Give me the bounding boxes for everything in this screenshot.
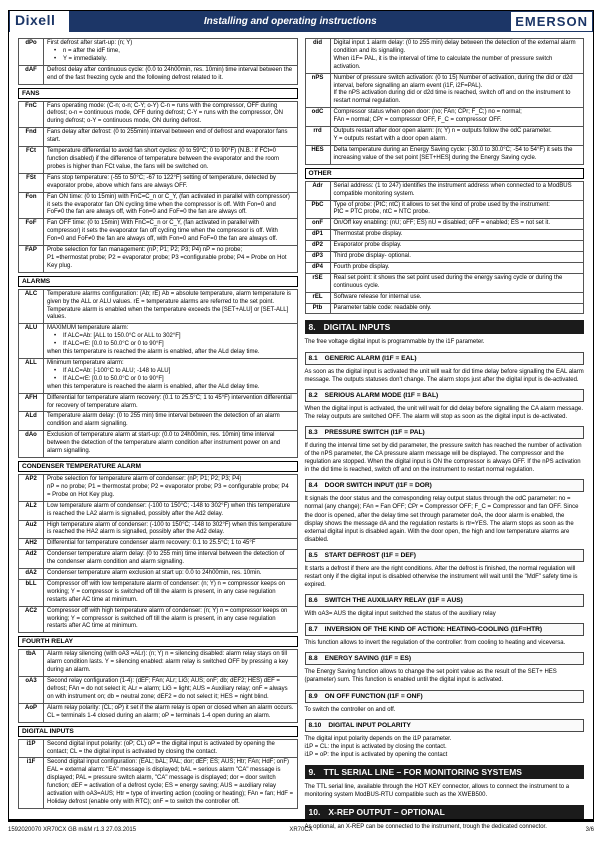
paragraph-line: The free voltage digital input is programmable by the i1F parameter.: [304, 339, 485, 346]
param-desc-line: Alarm relay silencing (with oA3 =ALr): (n; Y) n = silencing disabled: alarm relay stays on till alarm condition lasts. Y = silencing enabled: alarm relay is switched OFF by pressing a key during an alarm.: [47, 651, 289, 674]
param-desc-line: Temperature alarm delay: (0 to 255 min) time interval between the detection of an alarm condition and alarm signalling.: [47, 413, 280, 428]
param-desc: [44, 703, 298, 722]
param-desc-line: Fourth probe display.: [333, 263, 390, 270]
param-desc-line: • n = after the idF time,: [47, 48, 294, 56]
param-desc: [330, 241, 584, 252]
param-desc-line: Number of pressure switch activation: (0 to 15) Number of activation, during the did or d2d interval, before signalling an alarm event (i1F, i2F=PAL).: [333, 74, 573, 89]
param-desc: [44, 219, 298, 246]
param-table: [305, 181, 585, 315]
section-label: TTL SERIAL LINE – FOR MONITORING SYSTEMS: [323, 766, 522, 777]
section-label: ENERGY SAVING (I1F = ES): [324, 655, 412, 663]
section-number: 8.8: [308, 655, 318, 663]
paragraph: [305, 338, 585, 346]
paragraph: [305, 639, 585, 647]
section-label: DOOR SWITCH INPUT (I1F = DOR): [324, 482, 432, 490]
param-code: rEL: [305, 292, 330, 303]
param-desc: [44, 431, 298, 458]
table-row: [19, 359, 298, 394]
paragraph: [305, 495, 585, 544]
param-code: nPS: [305, 73, 330, 108]
section-number: 8.5: [308, 551, 318, 559]
table-row: [19, 474, 298, 501]
param-desc: [44, 393, 298, 412]
param-desc-line: Condenser temperature alarm exclusion at start up: 0.0 to 24h00min, res. 10min.: [47, 570, 262, 577]
paragraph: [305, 706, 585, 714]
param-desc-line: • If ALC=Ab: [-100°C to ALU; -148 to ALU]: [47, 368, 294, 376]
param-table: [18, 649, 298, 722]
table-row: [19, 324, 298, 359]
param-code: FSt: [19, 173, 44, 192]
param-desc: [330, 292, 584, 303]
section-label: START DEFROST (I1F = DEF): [324, 551, 416, 559]
param-desc-line: • If ALC=rE: [0.0 to 50.0°C or 0 to 90°F]: [47, 376, 294, 384]
subsection-header: [305, 719, 585, 732]
param-code: Fnd: [19, 128, 44, 147]
param-code: Ad2: [19, 550, 44, 569]
param-code: ALL: [19, 359, 44, 394]
param-code: oA3: [19, 677, 44, 704]
paragraph-line: As optional, an X-REP can be connected to the instrument, trough the dedicated connector.: [304, 824, 547, 831]
section-number: 8.6: [308, 597, 318, 605]
param-code: AL2: [19, 501, 44, 520]
param-desc: [44, 65, 298, 84]
param-desc: [44, 101, 298, 128]
param-desc: [44, 324, 298, 359]
param-desc-line: Condenser temperature alarm delay: (0 to 255 min) time interval between the detection of the condenser alarm condition and alarm signalling.: [47, 551, 285, 566]
param-desc: [44, 147, 298, 174]
param-desc: [330, 252, 584, 263]
param-code: dA2: [19, 569, 44, 580]
param-desc: [330, 145, 584, 164]
paragraph-line: To switch the controller on and off.: [304, 706, 396, 713]
subsection-header: [305, 549, 585, 562]
table-row: [19, 431, 298, 458]
table-row: [19, 569, 298, 580]
table-row: [305, 108, 584, 127]
param-code: ALC: [19, 289, 44, 324]
paragraph-line: If during the interval time set by did parameter, the pressure switch has reached the number of activation of the nPS parameter, the CA pressure alarm message will be displayed. The compressor and the regulation are stopped. When the digital input is ON the compressor is always OFF. If the nPS activation in the did time is reached, switch off and on the instrument to restart normal regulation.: [304, 442, 582, 474]
param-desc-line: Fan OFF time: (0 to 15min) With FnC=C_n or C_Y, (fan activated in parallel with compressor) it sets the evaporator fan off cycling time when the compressor is off. With Fon=0 and FoF≠0 the fan are always off, with Fon=0 and FoF=0 the fan are always off.: [47, 220, 278, 243]
param-desc: [330, 303, 584, 314]
section-header: DIGITAL INPUTS: [18, 726, 298, 737]
param-code: dP4: [305, 262, 330, 273]
param-desc: [44, 739, 298, 758]
table-row: [305, 252, 584, 263]
paragraph-line: This function allows to invert the regulation of the controller: from cooling to heating and viceversa.: [304, 640, 566, 647]
table-row: [305, 181, 584, 200]
page-footer: [8, 827, 594, 833]
table-row: [19, 539, 298, 550]
param-code: dP3: [305, 252, 330, 263]
param-desc: [44, 474, 298, 501]
dixell-logo: Dixell: [10, 11, 69, 32]
table-row: [305, 273, 584, 292]
numbered-section-header: [305, 320, 585, 334]
section-header: ALARMS: [18, 276, 298, 287]
table-row: [19, 550, 298, 569]
param-desc-line: Evaporator probe display.: [333, 242, 402, 249]
table-row: [305, 230, 584, 241]
param-code: AP2: [19, 474, 44, 501]
param-desc-line: Minimum temperature alarm:: [47, 360, 124, 366]
param-desc-line: • If ALC=Ab: [ALL to 150.0°C or ALL to 302°F]: [47, 333, 294, 341]
param-desc: [330, 200, 584, 219]
param-desc-line: Second digital input configuration: (EAL; bAL; PAL; dor; dEF; ES; AUS; Htr; FAn; HdF; onF) EAL = external alarm: "EA" message is displayed; bAL = serious alarm "CA" message is displayed; PAL = pressure switch alarm, "CA" message is displayed; dor = door switch function; dEF = activation of a defrost cycle; ES = energy saving; AUS = auxiliary relay activation with oA3=AUS; Htr = type of inverting action (cooling or heating); FAn = fan; HdF = Holiday defrost (enable only with RTC); onF = to switch the controller off.: [47, 759, 294, 805]
param-desc-line: Probe selection for fan management: (nP; P1; P2; P3; P4) nP = no probe;: [47, 247, 243, 254]
param-desc-line: nP = no probe; P1 = thermostat probe; P2 = evaporator probe; P3 = configurable probe; P4 = Probe on Hot Key plug.: [47, 483, 289, 498]
param-code: Au2: [19, 520, 44, 539]
table-row: [305, 39, 584, 74]
param-desc: [330, 181, 584, 200]
section-label: SERIOUS ALARM MODE (I1F = BAL): [324, 391, 439, 399]
paragraph-line: It signals the door status and the corresponding relay output status through the odC parameter: no = normal (any change); FAn = Fan OFF; CPr = Compressor OFF; F_C = Compressor and fan OFF. Since the door is opened, after the delay time set through parameter doA, the door alarm is enabled, the display shows the message dA and the regulation restarts is rtr=YES. The alarm stops as soon as the external digital input is disabled again. With the door open, the high and low temperature alarms are disabled.: [304, 496, 579, 543]
param-desc-line: when this temperature is reached the alarm is enabled, after the ALd delay time.: [47, 383, 260, 390]
param-desc: [330, 273, 584, 292]
param-desc-line: If the nPS activation during did or d2d time is reached, switch off and on the instrument to restart normal regulation.: [333, 90, 571, 105]
param-table: [18, 289, 298, 458]
table-row: [305, 241, 584, 252]
param-desc: [330, 230, 584, 241]
param-desc-line: Serial address: (1 to 247) identifies the instrument address when connected to a ModBUS compatible monitoring system.: [333, 182, 572, 197]
table-row: [19, 147, 298, 174]
param-desc: [44, 550, 298, 569]
param-desc-line: Third probe display- optional.: [333, 253, 411, 260]
param-desc-line: Differential for temperature alarm recovery: (0.1 to 25.5°C; 1 to 45°F) intervention differential for recovery of temperature alarm.: [47, 394, 292, 409]
footer-page-number: 3/6: [585, 827, 594, 833]
param-desc: [44, 758, 298, 808]
subsection-header: [305, 426, 585, 439]
subsection-header: [305, 479, 585, 492]
subsection-header: [305, 389, 585, 402]
param-desc-line: Real set point: it shows the set point used during the energy saving cycle or during the continuous cycle.: [333, 274, 563, 289]
param-desc-line: Alarm relay polarity: (CL; oP) it set if the alarm relay is open or closed when an alarm occurs. CL = terminals 1-4 closed during an alarm; oP = terminals 1-4 open during an alarm.: [47, 704, 294, 719]
param-code: i1F: [19, 758, 44, 808]
section-number: 8.9: [308, 692, 318, 700]
param-desc-line: Probe selection for temperature alarm of condenser: (nP; P1; P2; P3; P4): [47, 475, 242, 482]
param-code: dP1: [305, 230, 330, 241]
section-label: PRESSURE SWITCH (I1F = PAL): [324, 428, 425, 436]
param-desc-line: Second relay configuration (1-4): (dEF; FAn; ALr; LiG; AUS; onF; db; dEF2; HES) dEF = defrost; FAn = do not select it; ALr = alarm; LiG = light; AUS = Auxiliary relay; onF = always on with instrument on; db = neutral zone; dEF2 = do not select it; HES = night blind.: [47, 678, 288, 700]
param-desc-line: Parameter table code: readable only.: [333, 304, 432, 311]
param-table: [305, 38, 585, 165]
param-desc: [44, 128, 298, 147]
param-desc: [44, 650, 298, 677]
param-code: i1P: [19, 739, 44, 758]
param-desc: [44, 359, 298, 394]
section-label: DIGITAL INPUT POLARITY: [328, 721, 411, 729]
table-row: [19, 650, 298, 677]
param-code: AH2: [19, 539, 44, 550]
paragraph-line: The digital input polarity depends on the i1P parameter.: [304, 735, 452, 742]
table-row: [19, 703, 298, 722]
param-table: [18, 739, 298, 809]
section-number: 8.: [308, 322, 316, 333]
section-header: CONDENSER TEMPERATURE ALARM: [18, 461, 298, 472]
param-table: [18, 101, 298, 273]
param-desc-line: Outputs restart after door open alarm: (n; Y) n = outputs follow the odC parameter.: [333, 128, 552, 135]
table-row: [305, 292, 584, 303]
param-code: dP2: [305, 241, 330, 252]
param-desc-line: • Y = immediately.: [47, 56, 294, 64]
table-row: [19, 192, 298, 219]
param-desc-line: Defrost delay after continuous cycle: (0.0 to 24h00min, res. 10min) time interval between the end of the fast freezing cycle and the following defrost related to it.: [47, 66, 293, 81]
param-desc-line: Delta temperature during an Energy Saving cycle: (-30.0 to 30.0°C; -54 to 54°F) it sets the increasing value of the set point [SET+HES] during the Energy Saving cycle.: [333, 146, 573, 161]
table-row: [19, 393, 298, 412]
param-desc: [330, 39, 584, 74]
table-row: [305, 145, 584, 164]
param-desc-line: Temperature differential to avoid fan short cycles: (0 to 59°C; 0 to 90°F) (N.B.: if FCt=0 function disabled) if the difference of temperature between the evaporator and the room probes is higher than FCt value, the fans will be switched on.: [47, 148, 280, 170]
paragraph-line: With oA3= AUS the digital input switched the status of the auxiliary relay: [304, 611, 496, 618]
left-column: [18, 38, 298, 833]
param-code: bLL: [19, 579, 44, 606]
param-code: dAF: [19, 65, 44, 84]
param-desc-line: FAn = normal; CPr = compressor OFF, F_C = compressor OFF.: [333, 117, 502, 124]
paragraph-line: i1P = oP: the input is activated by opening the contact: [304, 751, 448, 758]
right-column: [305, 38, 585, 833]
param-desc: [44, 569, 298, 580]
param-code: FCt: [19, 147, 44, 174]
paragraph-line: i1P = CL: the input is activated by closing the contact.: [304, 743, 447, 750]
param-table: [18, 474, 298, 633]
section-header: FOURTH RELAY: [18, 636, 298, 647]
param-desc-line: Low temperature alarm of condenser: (-100 to 150°C; -148 to 302°F) when this temperature is reached the LA2 alarm is signalled, possibly after the Ad2 delay.: [47, 502, 291, 517]
param-desc-line: Fans stop temperature: (-55 to 50°C; -67 to 122°F) setting of temperature, detected by evaporator probe, above which fans are always OFF.: [47, 174, 276, 189]
param-code: Adr: [305, 181, 330, 200]
table-row: [19, 520, 298, 539]
param-desc-line: Y = outputs restart with a door open alarm.: [333, 135, 447, 142]
param-code: rrd: [305, 127, 330, 146]
param-desc-line: PtC = PTC probe, ntC = NTC probe.: [333, 209, 430, 216]
param-code: AC2: [19, 606, 44, 633]
emerson-logo: EMERSON: [511, 12, 592, 31]
param-desc-line: Digital input 1 alarm delay: (0 to 255 min) delay between the detection of the external alarm condition and its signalling.: [333, 40, 576, 54]
section-label: X-REP OUTPUT – OPTIONAL: [328, 807, 445, 818]
header-title: Installing and operating instructions: [203, 16, 377, 27]
param-desc-line: Compressor off with low temperature alarm of condenser: (n; Y) n = compressor keeps on working; Y = compressor is switched off till the alarm is present, in any case regulation restarts after AC time at minimum.: [47, 580, 286, 603]
param-desc-line: Fans operating mode: (C-n; o-n; C-Y; o-Y) C-n = runs with the compressor, OFF during defrost; o-n = continuous mode, OFF during defrost; C-Y = runs with the compressor, ON during defrost; o-Y = continuous mode, ON during defrost.: [47, 102, 283, 125]
param-desc-line: When i1F= PAL, it is the interval of time to calculate the number of pressure switch activation.: [333, 55, 553, 70]
param-code: FoF: [19, 219, 44, 246]
section-number: 8.4: [308, 482, 318, 490]
paragraph: [305, 368, 585, 384]
param-desc-line: High temperature alarm of condenser: (-100 to 150°C; -148 to 302°F) when this temperature is reached the HA2 alarm is signalled, possibly after the Ad2 delay.: [47, 521, 292, 536]
param-code: onF: [305, 219, 330, 230]
paragraph-line: It starts a defrost if there are the right conditions. After the defrost is finished, the normal regulation will restart only if the digital input is disabled otherwise the instrument will wait until the "MdF" safety time is expired.: [304, 565, 578, 589]
section-label: DIGITAL INPUTS: [323, 322, 391, 333]
table-row: [305, 219, 584, 230]
table-row: [19, 739, 298, 758]
section-number: 8.2: [308, 391, 318, 399]
paragraph: [305, 668, 585, 684]
param-desc-line: Fan ON time: (0 to 15min) with FnC=C_n or C_Y, (fan activated in parallel with compressor) it sets the evaporator fan ON cycling time when the compressor is off. With Fon=0 and FoF≠0 the fan are always off, with Fon=0 and FoF=0 the fan are always off.: [47, 193, 290, 216]
paragraph-line: The TTL serial line, available through the HOT KEY connector, allows to connect the instrument to a monitoring system ModBUS-RTU compatible such as the XWEB500.: [304, 783, 570, 798]
param-code: Ptb: [305, 303, 330, 314]
param-desc-line: Exclusion of temperature alarm at start-up: (0.0 to 24h00min, res. 10min) time interval between the detection of the temperature alarm condition after instrument power on and alarm signalling.: [47, 432, 281, 455]
param-desc: [330, 219, 584, 230]
subsection-header: [305, 690, 585, 703]
table-row: [19, 246, 298, 273]
table-row: [305, 262, 584, 273]
table-row: [19, 65, 298, 84]
param-desc-line: On/Off key enabling: (nU; oFF; ES) nU = disabled; oFF = enabled; ES = not set it.: [333, 220, 551, 227]
table-row: [19, 606, 298, 633]
table-row: [19, 289, 298, 324]
param-code: Fon: [19, 192, 44, 219]
footer-model: XR70CX: [289, 827, 313, 833]
param-desc-line: Differential for temperature condenser alarm recovery: 0.1 to 25.5°C; 1 to 45°F: [47, 540, 256, 547]
param-desc-line: Software release for internal use.: [333, 293, 422, 300]
param-desc: [330, 108, 584, 127]
footer-doc-code: 1592020070 XR70CX GB m&M r1.3 27.03.2015: [8, 827, 137, 833]
table-row: [305, 127, 584, 146]
section-number: 8.7: [308, 626, 318, 634]
param-code: FAP: [19, 246, 44, 273]
param-desc: [44, 289, 298, 324]
param-desc: [44, 677, 298, 704]
section-number: 8.1: [308, 354, 318, 362]
section-header: OTHER: [305, 168, 585, 179]
param-desc-line: First defrost after start-up: (n; Y): [47, 40, 133, 46]
section-number: 8.10: [308, 721, 322, 729]
numbered-section-header: [305, 805, 585, 819]
param-code: dPo: [19, 39, 44, 66]
param-desc: [44, 246, 298, 273]
param-desc: [44, 606, 298, 633]
param-desc-line: when this temperature is reached the alarm is enabled, after the ALd delay time.: [47, 349, 260, 356]
param-code: ALU: [19, 324, 44, 359]
param-code: AoP: [19, 703, 44, 722]
section-number: 9.: [308, 766, 316, 777]
paragraph-line: As soon as the digital input is activated the unit will wait for did time delay before signalling the EAL alarm message. The outputs statuses don't change. The alarm stops just after the digital input is de-activated.: [304, 368, 584, 383]
param-desc-line: Compressor off with high temperature alarm of condenser: (n; Y) n = compressor keeps on working; Y = compressor is switched off till the alarm is present, in any case regulation restarts after AC time at minimum.: [47, 607, 288, 630]
param-desc: [44, 579, 298, 606]
paragraph: [305, 735, 585, 759]
param-code: HES: [305, 145, 330, 164]
param-desc-line: • If ALC=rE: [0.0 to 50.0°C or 0 to 90°F]: [47, 341, 294, 349]
param-desc-line: P1 =thermostat probe; P2 = evaporator probe; P3 =configurable probe; P4 = Probe on Hot Key plug.: [47, 254, 287, 269]
subsection-header: [305, 352, 585, 365]
param-desc-line: Thermostat probe display.: [333, 231, 403, 238]
table-row: [19, 412, 298, 431]
param-desc: [44, 192, 298, 219]
param-code: tbA: [19, 650, 44, 677]
param-code: FnC: [19, 101, 44, 128]
subsection-header: [305, 594, 585, 607]
param-code: odC: [305, 108, 330, 127]
content-area: [9, 32, 593, 833]
param-code: dAo: [19, 431, 44, 458]
param-desc-line: Second digital input polarity: (oP; CL) oP = the digital input is activated by opening the contact; CL = the digital input is activated by closing the contact.: [47, 740, 275, 755]
section-header: FANS: [18, 88, 298, 99]
table-row: [19, 219, 298, 246]
paragraph-line: The Energy Saving function allows to change the set point value as the result of the SET+ HES (parameter) sum. This function is enabled until the digital input is activated.: [304, 669, 557, 684]
param-desc: [44, 412, 298, 431]
table-row: [305, 200, 584, 219]
table-row: [19, 677, 298, 704]
paragraph: [305, 442, 585, 474]
paragraph: [305, 783, 585, 799]
param-desc-line: Type of probe: (PtC; ntC) it allows to set the kind of probe used by the instrument:: [333, 201, 550, 208]
param-desc: [44, 520, 298, 539]
subsection-header: [305, 623, 585, 636]
param-code: PbC: [305, 200, 330, 219]
param-desc: [44, 173, 298, 192]
param-code: AFH: [19, 393, 44, 412]
numbered-section-header: [305, 765, 585, 779]
param-desc: [330, 127, 584, 146]
param-desc-line: Fans delay after defrost: (0 to 255min) interval between end of defrost and evaporator fans start.: [47, 129, 288, 144]
subsection-header: [305, 652, 585, 665]
param-desc: [44, 539, 298, 550]
page-header: [9, 11, 593, 32]
table-row: [305, 73, 584, 108]
section-number: 10.: [308, 807, 321, 818]
section-label: INVERSION OF THE KIND OF ACTION: HEATING-COOLING (I1F=HTR): [324, 626, 543, 634]
table-row: [19, 173, 298, 192]
section-number: 8.3: [308, 428, 318, 436]
param-desc-line: Temperature alarms configuration: (Ab; rE) Ab = absolute temperature, alarm temperature is given by the ALL or ALU values. rE = temperature alarms are referred to the set point. Temperature alarm is enabled when the temperature exceeds the [SET+ALU] or [SET-ALL] values.: [47, 290, 291, 321]
param-code: did: [305, 39, 330, 74]
paragraph: [305, 610, 585, 618]
paragraph: [305, 565, 585, 589]
table-row: [19, 39, 298, 66]
paragraph: [305, 405, 585, 421]
param-code: ALd: [19, 412, 44, 431]
table-row: [19, 501, 298, 520]
param-desc-line: MAXIMUM temperature alarm:: [47, 325, 129, 332]
param-desc: [44, 501, 298, 520]
table-row: [19, 128, 298, 147]
section-label: SWITCH THE AUXILIARY RELAY (I1F = AUS): [324, 597, 463, 605]
section-label: GENERIC ALARM (I1F = EAL): [324, 354, 417, 362]
table-row: [19, 579, 298, 606]
table-row: [19, 101, 298, 128]
table-row: [19, 758, 298, 808]
table-row: [305, 303, 584, 314]
param-desc: [330, 262, 584, 273]
param-desc: [330, 73, 584, 108]
param-code: rSE: [305, 273, 330, 292]
paragraph-line: When the digital input is activated, the unit will wait for did delay before signalling the CA alarm message. The relay outputs are switched OFF. The alarm will stop as soon as the digital input is de-activated.: [304, 405, 583, 420]
param-desc-line: Compressor status when open door: (no; FAn; CPr; F_C;) no = normal;: [333, 109, 522, 116]
section-label: ON OFF FUNCTION (I1F = ONF): [324, 692, 423, 700]
param-table: [18, 38, 298, 85]
param-desc: [44, 39, 298, 66]
